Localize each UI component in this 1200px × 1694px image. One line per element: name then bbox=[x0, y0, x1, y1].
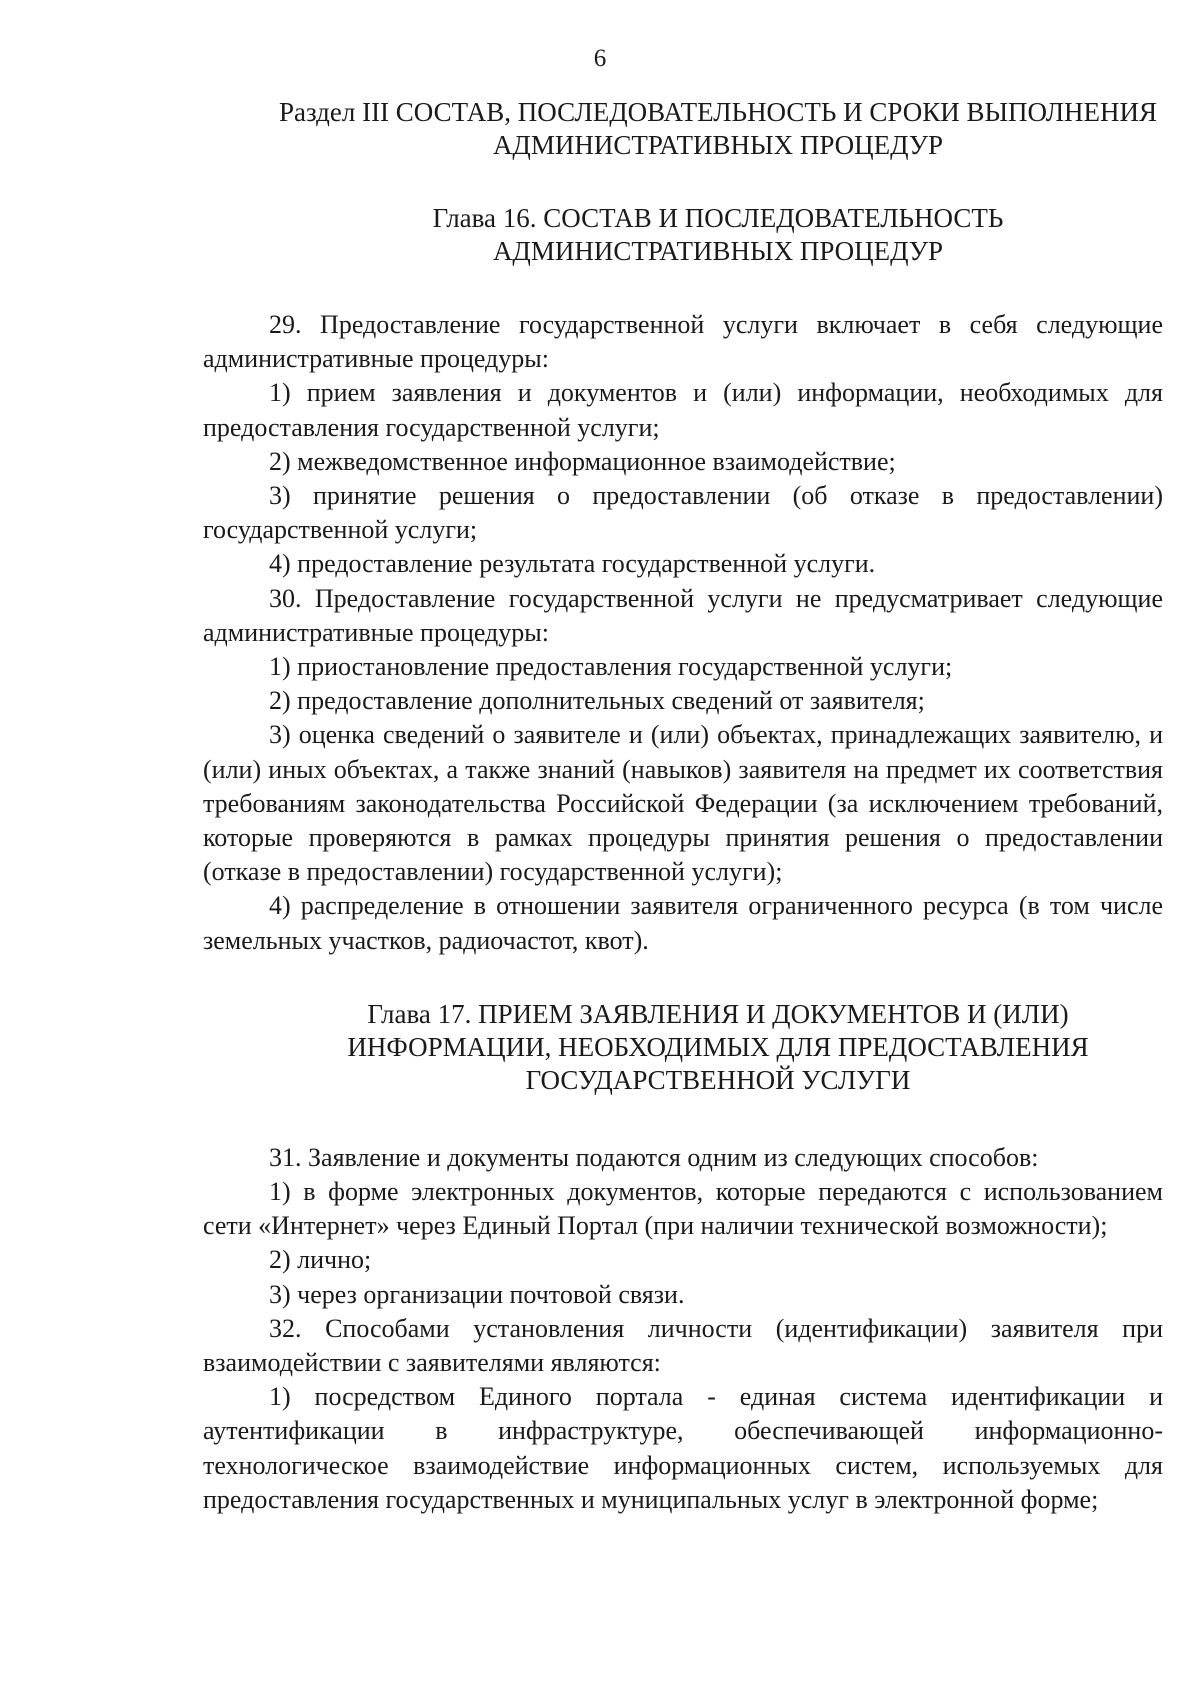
paragraph: 1) приостановление предоставления государственной услуги; bbox=[269, 652, 953, 682]
paragraph: 2) лично; bbox=[269, 1245, 372, 1275]
page-number: 6 bbox=[593, 45, 607, 72]
paragraph: 4) предоставление результата государственной услуги. bbox=[269, 549, 876, 579]
page-content bbox=[203, 96, 1163, 1517]
chapter-heading-line: ИНФОРМАЦИИ, НЕОБХОДИМЫХ ДЛЯ ПРЕДОСТАВЛЕНИЯ bbox=[347, 1031, 1089, 1062]
paragraph: 32. Способами установления личности (идентификации) заявителя при взаимодействии с заявителями являются: bbox=[203, 1313, 1163, 1378]
chapter-heading-line: ГОСУДАРСТВЕННОЙ УСЛУГИ bbox=[525, 1064, 911, 1095]
paragraph: 30. Предоставление государственной услуги не предусматривает следующие административные процедуры: bbox=[203, 583, 1163, 647]
paragraph: 2) межведомственное информационное взаимодействие; bbox=[269, 446, 896, 476]
chapter-16-heading bbox=[203, 202, 1163, 268]
chapter-17-body bbox=[203, 1141, 1163, 1517]
section-heading bbox=[203, 96, 1163, 162]
chapter-heading-line: АДМИНИСТРАТИВНЫХ ПРОЦЕДУР bbox=[492, 236, 944, 266]
paragraph: 3) оценка сведений о заявителе и (или) объектах, принадлежащих заявителю, и (или) иных объектах, а также знаний (навыков) заявителя на предмет их соответствия требованиям законодательства Российской Федерации (за исключением требований, которые проверяются в рамках процедуры принятия решения о предоставлении (отказе в предоставлении) государственной услуги); bbox=[203, 720, 1163, 887]
paragraph: 1) посредством Единого портала - единая система идентификации и аутентификации в инфраструктуре, обеспечивающей информационно-технологическое взаимодействие информационных систем, используемых для предоставления государственных и муниципальных услуг в электронной форме; bbox=[203, 1382, 1163, 1514]
chapter-17-heading bbox=[203, 998, 1163, 1097]
chapter-16-body bbox=[203, 308, 1163, 958]
chapter-heading-line: Глава 16. СОСТАВ И ПОСЛЕДОВАТЕЛЬНОСТЬ bbox=[432, 203, 1004, 233]
paragraph: 2) предоставление дополнительных сведений от заявителя; bbox=[269, 686, 925, 716]
paragraph: 3) принятие решения о предоставлении (об отказе в предоставлении) государственной услуги; bbox=[203, 481, 1163, 545]
chapter-heading-line: Глава 17. ПРИЕМ ЗАЯВЛЕНИЯ И ДОКУМЕНТОВ И (ИЛИ) bbox=[367, 998, 1069, 1029]
paragraph: 1) в форме электронных документов, которые передаются с использованием сети «Интернет» через Единый Портал (при наличии технической возможности); bbox=[203, 1177, 1163, 1241]
paragraph: 31. Заявление и документы подаются одним из следующих способов: bbox=[269, 1142, 1039, 1172]
paragraph: 1) прием заявления и документов и (или) информации, необходимых для предоставления государственной услуги; bbox=[203, 378, 1163, 442]
paragraph: 3) через организации почтовой связи. bbox=[269, 1279, 685, 1309]
section-heading-line: Раздел III СОСТАВ, ПОСЛЕДОВАТЕЛЬНОСТЬ И СРОКИ ВЫПОЛНЕНИЯ bbox=[278, 97, 1158, 127]
paragraph: 4) распределение в отношении заявителя ограниченного ресурса (в том числе земельных участков, радиочастот, квот). bbox=[203, 891, 1163, 955]
paragraph: 29. Предоставление государственной услуги включает в себя следующие административные процедуры: bbox=[203, 310, 1163, 374]
section-heading-line: АДМИНИСТРАТИВНЫХ ПРОЦЕДУР bbox=[492, 130, 944, 160]
